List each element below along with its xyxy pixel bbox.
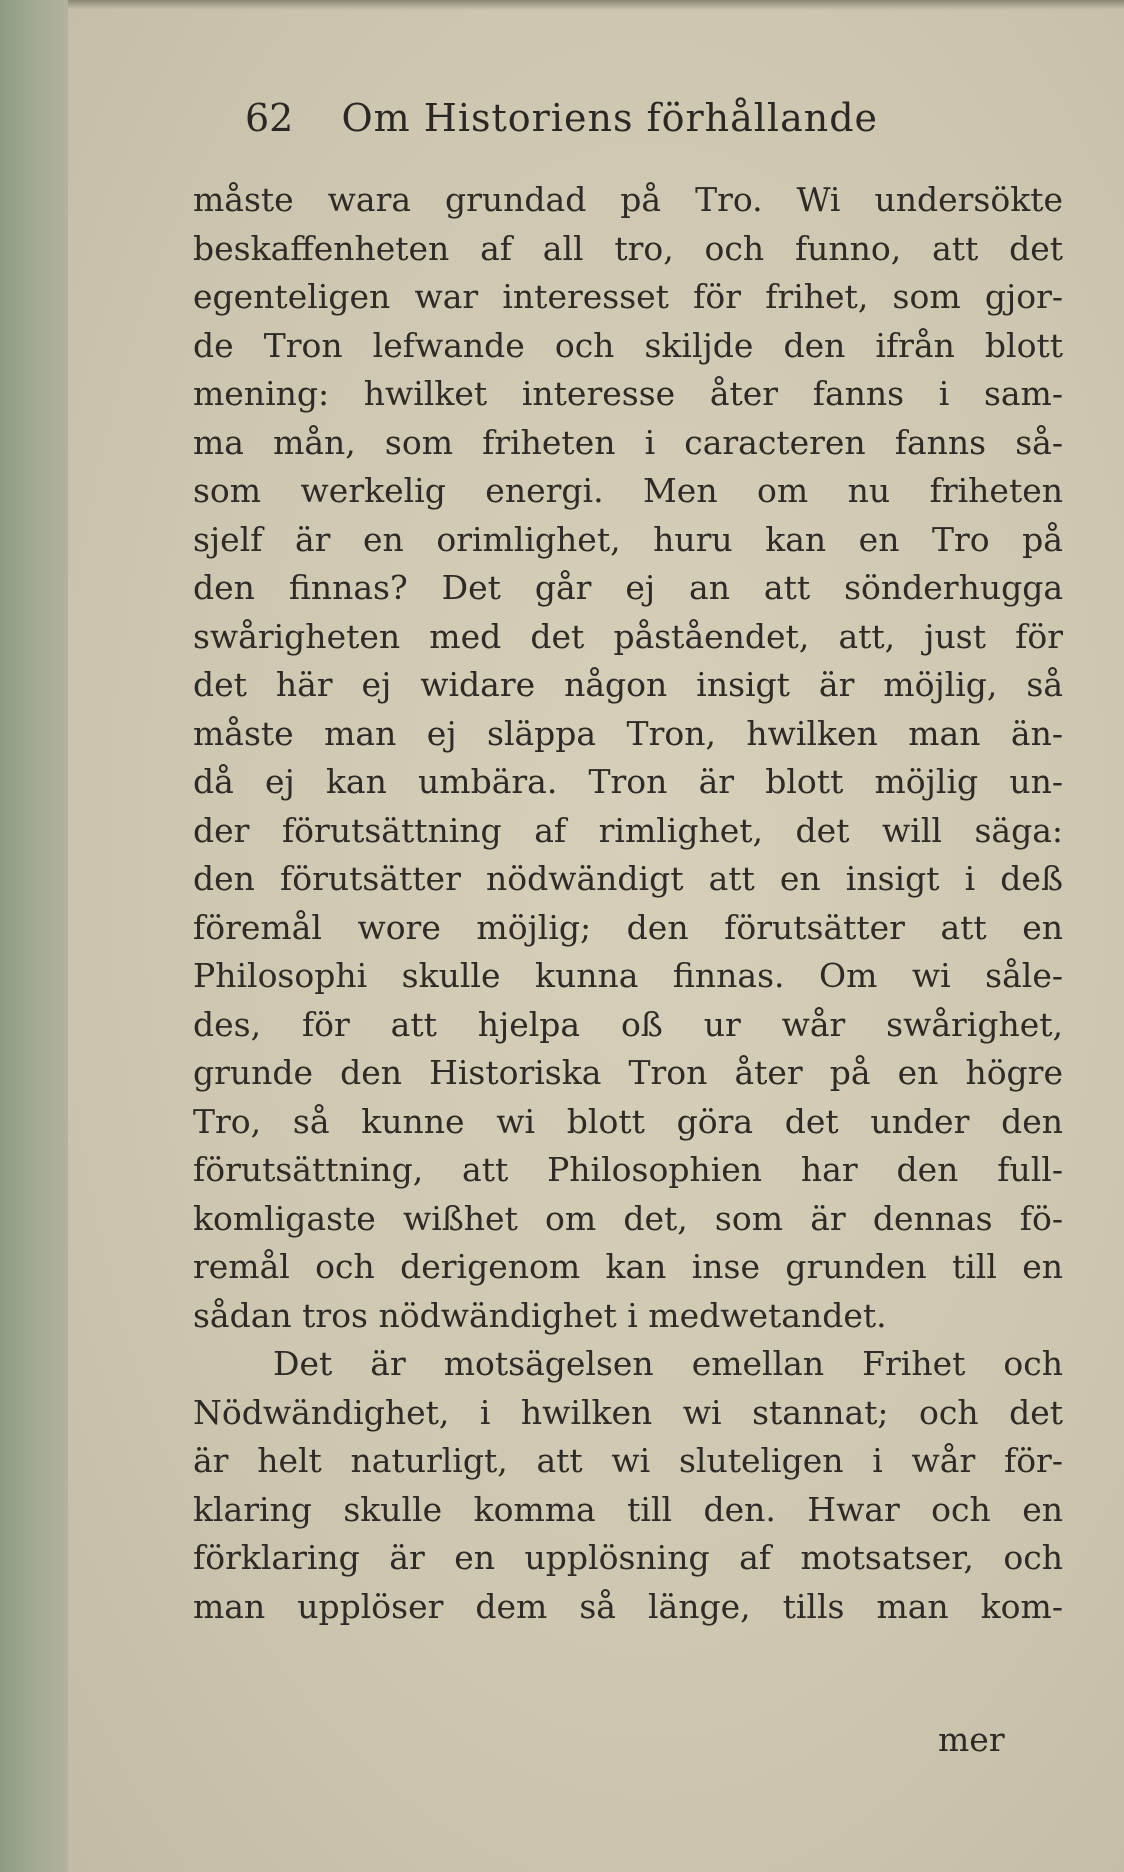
text-line: Philosophi skulle kunna finnas. Om wi såle- [193,956,1063,995]
text-line: föremål wore möjlig; den förutsätter att en [193,907,1063,947]
text-line: då ej kan umbära. Tron är blott möjlig un- [193,762,1063,801]
page-top-shadow [68,0,1124,10]
running-title: Om Historiens förhållande [341,96,879,140]
text-line: sjelf är en orimlighet, huru kan en Tro på [193,519,1063,559]
text-line: måste wara grundad på Tro. Wi undersökte [193,180,1063,219]
text-line: den förutsätter nödwändigt att en insigt i deß [193,859,1063,898]
text-line: beskaffenheten af all tro, och funno, att det [193,228,1063,268]
text-line: sådan tros nödwändighet i medwetandet. [193,1295,887,1335]
text-line: Tro, så kunne wi blott göra det under den [193,1101,1063,1141]
text-line: det här ej widare någon insigt är möjlig, så [193,665,1063,704]
text-line: förklaring är en upplösning af motsatser, och [193,1538,1063,1577]
text-line: ma mån, som friheten i caracteren fanns så- [193,422,1063,462]
page-number: 62 [245,96,294,140]
text-line: egenteligen war interesset för frihet, som gjor- [193,277,1063,316]
text-line: de Tron lefwande och skiljde den ifrån blott [193,325,1063,365]
text-line: är helt naturligt, att wi sluteligen i wår för- [193,1441,1063,1480]
text-line: som werkelig energi. Men om nu friheten [193,471,1063,510]
text-line: remål och derigenom kan inse grunden till en [193,1247,1063,1286]
text-line: man upplöser dem så länge, tills man kom- [193,1586,1063,1626]
book-spine-edge [0,0,68,1872]
text-line: klaring skulle komma till den. Hwar och en [193,1489,1063,1529]
text-line: den finnas? Det går ej an att sönderhugga [193,568,1063,607]
text-line: mening: hwilket interesse åter fanns i sam- [193,374,1063,413]
text-line: grunde den Historiska Tron åter på en högre [193,1053,1063,1092]
text-line: Det är motsägelsen emellan Frihet och [273,1344,1063,1383]
text-line: swårigheten med det påståendet, att, just för [193,616,1063,656]
text-line: komligaste wißhet om det, som är dennas fö- [193,1198,1063,1238]
text-line: Nödwändighet, i hwilken wi stannat; och det [193,1392,1063,1432]
page-header [245,96,985,140]
text-line: des, för att hjelpa oß ur wår swårighet, [193,1004,1063,1044]
page-body [193,176,1063,1631]
paragraph-2 [193,1340,1063,1631]
paragraph-1 [193,176,1063,1340]
text-line: der förutsättning af rimlighet, det will säga: [193,810,1063,850]
text-line: måste man ej släppa Tron, hwilken man än- [193,713,1063,753]
catchword: mer [938,1720,1005,1759]
text-line: förutsättning, att Philosophien har den full- [193,1150,1063,1189]
